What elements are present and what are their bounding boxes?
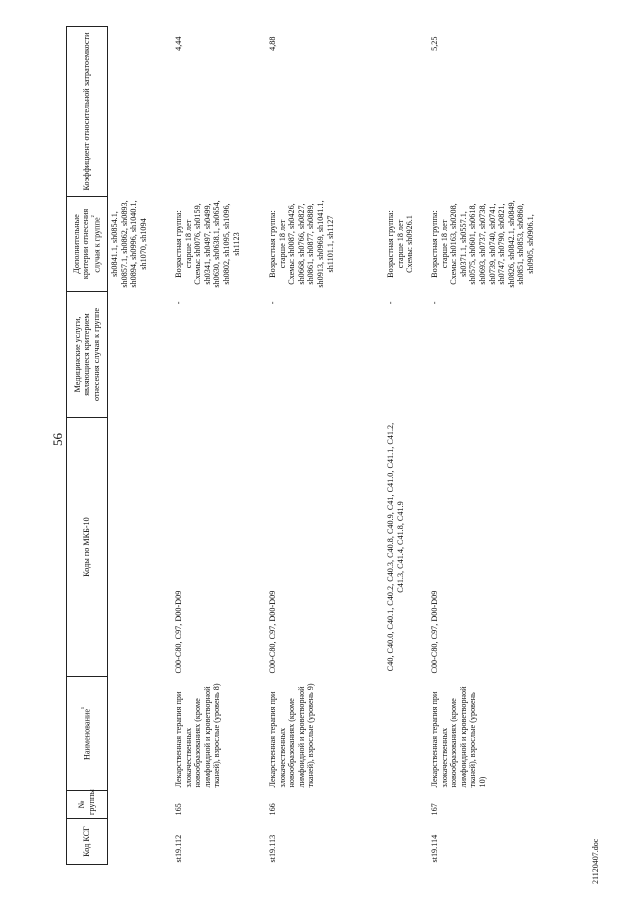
cell-ksg-code: st19.112	[174, 834, 183, 863]
cell-ksg-code: st19.114	[430, 834, 439, 863]
cell-additional-criteria	[383, 197, 427, 292]
table-row-continuation	[108, 27, 172, 865]
cell-additional-criteria	[427, 197, 539, 292]
cell-ksg-code: st19.113	[268, 834, 277, 863]
additional-schemes: Схемы: sh0163, sh0208, sh0371.1, sh0557.1, sh0575, sh0601, sh0618, sh0693, sh0737, sh0738, sh0739, sh0740, sh0741, sh0747, sh0790, sh0821, sh0826, sh0842.1, sh0849, sh0851, sh0853, sh0860, sh0905, sh0906.1,	[449, 200, 535, 288]
additional-age-group: Возрастная группа: старше 18 лет	[386, 210, 405, 278]
header-group-no: № группы	[67, 791, 108, 819]
additional-age-group: Возрастная группа: старше 18 лет	[268, 210, 287, 278]
cell-mkb-codes: C00-C80, C97, D00-D09	[268, 590, 277, 674]
cell-mkb-codes: C00-C80, C97, D00-D09	[174, 590, 183, 674]
cell-name	[383, 677, 427, 791]
cell-group-no: 166	[268, 803, 277, 816]
table-row	[383, 27, 427, 865]
cell-coefficient: 4,88	[268, 36, 277, 51]
additional-schemes: Схемы: sh0926.1	[405, 215, 415, 273]
cell-medical-services: -	[268, 301, 277, 305]
cell-name: Лекарственная терапия при злокачественных новообразованиях (кроме лимфоидной и кроветворной тканей), взрослые (уровень 8)	[174, 683, 222, 788]
header-ksg-code: Код КСГ	[67, 819, 108, 865]
cell-coefficient: 4,44	[174, 36, 183, 51]
cell-name: Лекарственная терапия при злокачественных новообразованиях (кроме лимфоидной и кроветворной тканей), взрослые (уровень 10)	[430, 686, 487, 788]
additional-age-group: Возрастная группа: старше 18 лет	[174, 210, 193, 278]
header-name	[67, 677, 108, 791]
cell-medical-services: -	[174, 301, 183, 305]
header-coefficient: Коэффициент относительной затратоемкости	[67, 27, 108, 197]
header-additional-text: Дополнительные критерии отнесения случая к группе	[71, 208, 102, 280]
header-name-footnote-mark: ¹	[81, 706, 89, 710]
table-row	[171, 27, 265, 865]
header-name-text: Наименование	[83, 709, 93, 761]
cell-name: Лекарственная терапия при злокачественных новообразованиях (кроме лимфоидной и кроветворной тканей), взрослые (уровень 9)	[268, 683, 316, 788]
cell-additional-criteria	[265, 197, 383, 292]
table-row	[265, 27, 383, 865]
cell-medical-services: -	[430, 301, 439, 305]
cell-medical-services: -	[386, 301, 395, 305]
header-mkb-codes: Коды по МКБ-10	[67, 418, 108, 677]
continuation-additional-criteria: sh0841.1, sh0854.1, sh0857.1, sh0862, sh0893, sh0894, sh0996, sh1040.1, sh1070, sh1094	[110, 200, 148, 288]
cell-group-no	[383, 791, 427, 819]
additional-schemes: Схемы: sh0087, sh0426, sh0668, sh0766, sh0827, sh0861, sh0877, sh0889, sh0913, sh0969, sh1041.1, sh1101.1, sh1127	[287, 200, 335, 288]
document-file-code: 21120407.doc	[591, 838, 600, 884]
table-header-row	[67, 27, 108, 865]
cell-group-no: 167	[430, 803, 439, 816]
cell-ksg-code	[383, 819, 427, 865]
header-medical-services: Медицинские услуги, являющиеся критерием отнесения случая к группе	[67, 292, 108, 418]
cell-additional-criteria	[171, 197, 265, 292]
cell-mkb-codes: C00-C80, C97, D00-D09	[430, 590, 439, 674]
additional-age-group: Возрастная группа: старше 18 лет	[430, 210, 449, 278]
cell-mkb-codes: C40, C40.0, C40.1, C40.2, C40.3, C40.8, C40.9, C41, C41.0, C41.1, C41.2, C41.3, C41.4, C41.8, C41.9	[386, 422, 405, 672]
ksg-table	[66, 26, 539, 865]
header-additional-criteria	[67, 197, 108, 292]
page-number: 56	[50, 433, 65, 446]
cell-group-no: 165	[174, 803, 183, 816]
additional-schemes: Схемы: sh0076, sh0159, sh0341, sh0497, sh0499, sh0630, sh0638.1, sh0654, sh0802, sh1095, sh1096, sh1123	[193, 200, 241, 288]
header-additional-footnote-mark: ²	[90, 215, 98, 218]
cell-coefficient: 5,25	[430, 36, 439, 51]
cell-coefficient	[383, 27, 427, 197]
table-row	[427, 27, 539, 865]
rotated-table-container	[66, 27, 603, 865]
